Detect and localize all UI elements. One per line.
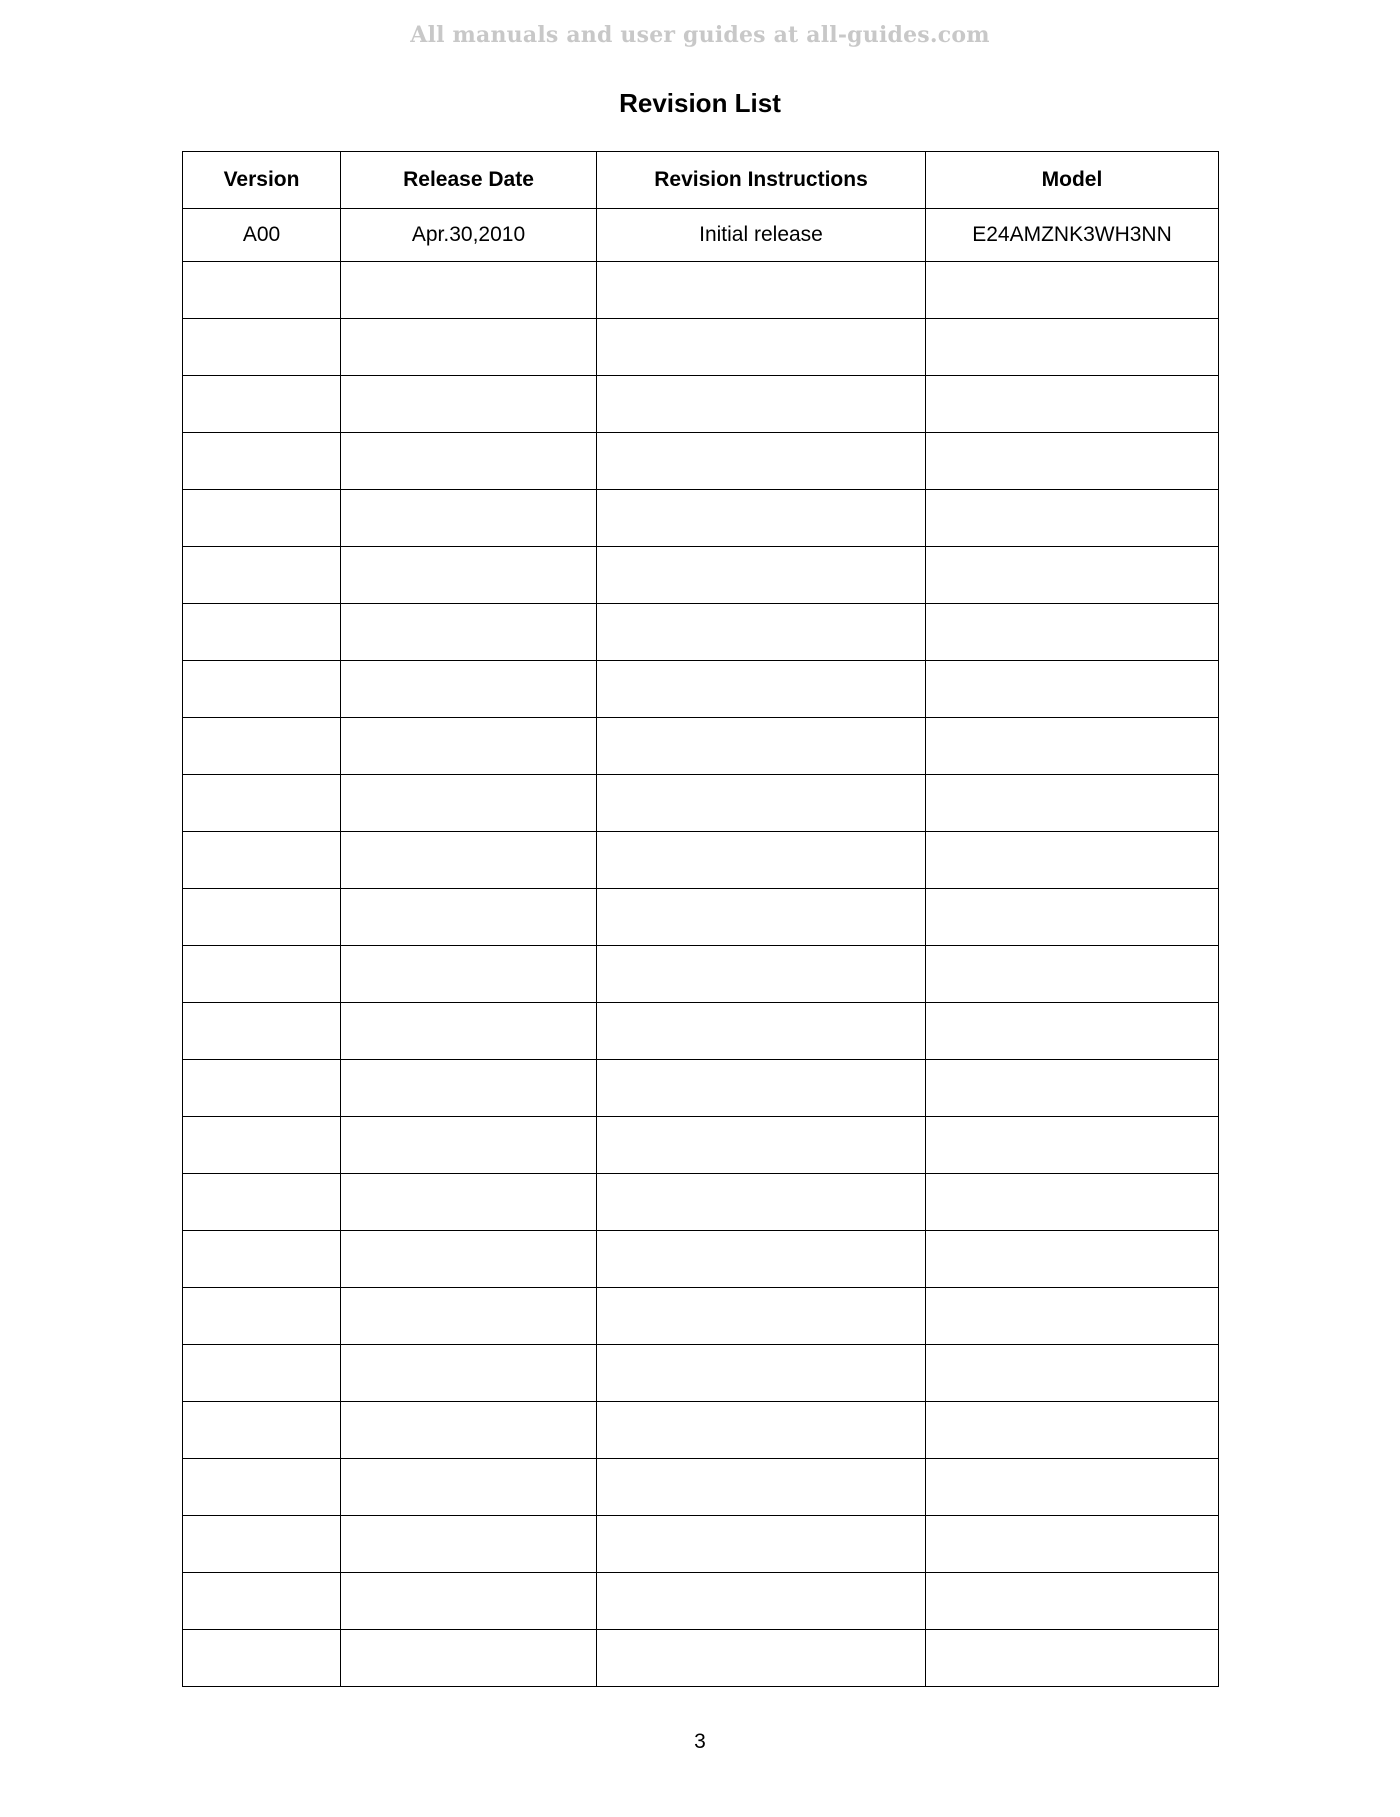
header-release-date: Release Date [341, 152, 597, 209]
cell-version-empty [183, 1573, 341, 1630]
cell-revision-instructions-empty [597, 547, 926, 604]
cell-revision-instructions-empty [597, 1117, 926, 1174]
header-model: Model [926, 152, 1219, 209]
table-row-empty [183, 1288, 1219, 1345]
table-row-empty [183, 1231, 1219, 1288]
table-row-empty [183, 1003, 1219, 1060]
cell-version-empty [183, 1117, 341, 1174]
cell-revision-instructions-empty [597, 604, 926, 661]
cell-version-empty [183, 1231, 341, 1288]
cell-model-empty [926, 376, 1219, 433]
cell-version-empty [183, 946, 341, 1003]
table-row-empty [183, 547, 1219, 604]
cell-version-empty [183, 1288, 341, 1345]
header-version: Version [183, 152, 341, 209]
cell-release-date-empty [341, 775, 597, 832]
cell-version-empty [183, 1459, 341, 1516]
cell-model-empty [926, 547, 1219, 604]
table-row-empty [183, 946, 1219, 1003]
table-row-empty [183, 604, 1219, 661]
cell-revision-instructions-empty [597, 946, 926, 1003]
cell-version-empty [183, 490, 341, 547]
watermark-text: All manuals and user guides at all-guides.com [410, 22, 990, 48]
cell-revision-instructions: Initial release [597, 209, 926, 262]
cell-version-empty [183, 604, 341, 661]
cell-revision-instructions-empty [597, 889, 926, 946]
table-row-empty [183, 376, 1219, 433]
table-row-empty [183, 718, 1219, 775]
cell-model-empty [926, 1402, 1219, 1459]
table-row-empty [183, 1117, 1219, 1174]
table-row-empty [183, 1516, 1219, 1573]
cell-model-empty [926, 1573, 1219, 1630]
revision-table [182, 151, 1219, 1687]
table-row-empty [183, 433, 1219, 490]
cell-release-date: Apr.30,2010 [341, 209, 597, 262]
cell-revision-instructions-empty [597, 1174, 926, 1231]
cell-version-empty [183, 775, 341, 832]
cell-revision-instructions-empty [597, 1516, 926, 1573]
cell-version-empty [183, 262, 341, 319]
table-row-empty [183, 832, 1219, 889]
cell-model-empty [926, 262, 1219, 319]
table-row-empty [183, 1630, 1219, 1687]
cell-revision-instructions-empty [597, 661, 926, 718]
cell-release-date-empty [341, 1573, 597, 1630]
cell-model-empty [926, 775, 1219, 832]
cell-model-empty [926, 1231, 1219, 1288]
cell-release-date-empty [341, 1003, 597, 1060]
cell-release-date-empty [341, 262, 597, 319]
cell-model-empty [926, 319, 1219, 376]
cell-model-empty [926, 1060, 1219, 1117]
cell-version-empty [183, 718, 341, 775]
cell-revision-instructions-empty [597, 832, 926, 889]
table-row-empty [183, 1174, 1219, 1231]
cell-revision-instructions-empty [597, 1003, 926, 1060]
cell-release-date-empty [341, 718, 597, 775]
cell-version-empty [183, 1060, 341, 1117]
cell-release-date-empty [341, 1516, 597, 1573]
cell-model-empty [926, 604, 1219, 661]
cell-version-empty [183, 661, 341, 718]
cell-revision-instructions-empty [597, 1573, 926, 1630]
cell-version-empty [183, 1345, 341, 1402]
cell-revision-instructions-empty [597, 1630, 926, 1687]
cell-release-date-empty [341, 1231, 597, 1288]
cell-model-empty [926, 433, 1219, 490]
cell-revision-instructions-empty [597, 490, 926, 547]
page-number: 3 [694, 1730, 706, 1753]
cell-revision-instructions-empty [597, 433, 926, 490]
table-row-empty [183, 775, 1219, 832]
cell-revision-instructions-empty [597, 319, 926, 376]
cell-version-empty [183, 433, 341, 490]
cell-release-date-empty [341, 1117, 597, 1174]
table-row [183, 209, 1219, 262]
header-revision-instructions: Revision Instructions [597, 152, 926, 209]
cell-version-empty [183, 1003, 341, 1060]
cell-model-empty [926, 490, 1219, 547]
cell-revision-instructions-empty [597, 1459, 926, 1516]
cell-release-date-empty [341, 1459, 597, 1516]
cell-version: A00 [183, 209, 341, 262]
cell-model-empty [926, 1003, 1219, 1060]
cell-release-date-empty [341, 1060, 597, 1117]
cell-version-empty [183, 889, 341, 946]
cell-release-date-empty [341, 1288, 597, 1345]
page-title: Revision List [619, 88, 781, 118]
cell-revision-instructions-empty [597, 1402, 926, 1459]
cell-version-empty [183, 376, 341, 433]
cell-release-date-empty [341, 1174, 597, 1231]
cell-model-empty [926, 946, 1219, 1003]
cell-version-empty [183, 832, 341, 889]
cell-revision-instructions-empty [597, 376, 926, 433]
table-row-empty [183, 319, 1219, 376]
cell-release-date-empty [341, 889, 597, 946]
cell-release-date-empty [341, 604, 597, 661]
cell-model-empty [926, 1630, 1219, 1687]
cell-model-empty [926, 1288, 1219, 1345]
cell-model-empty [926, 889, 1219, 946]
cell-revision-instructions-empty [597, 1288, 926, 1345]
table-row-empty [183, 1573, 1219, 1630]
cell-release-date-empty [341, 946, 597, 1003]
cell-release-date-empty [341, 547, 597, 604]
table-row-empty [183, 661, 1219, 718]
cell-model-empty [926, 1459, 1219, 1516]
cell-release-date-empty [341, 319, 597, 376]
cell-revision-instructions-empty [597, 775, 926, 832]
cell-model-empty [926, 718, 1219, 775]
cell-model-empty [926, 1345, 1219, 1402]
cell-revision-instructions-empty [597, 262, 926, 319]
cell-release-date-empty [341, 1402, 597, 1459]
cell-model-empty [926, 1117, 1219, 1174]
table-row-empty [183, 1459, 1219, 1516]
table-row-empty [183, 490, 1219, 547]
table-row-empty [183, 889, 1219, 946]
cell-model-empty [926, 661, 1219, 718]
cell-version-empty [183, 1630, 341, 1687]
cell-version-empty [183, 1174, 341, 1231]
cell-release-date-empty [341, 1630, 597, 1687]
cell-version-empty [183, 1516, 341, 1573]
cell-model-empty [926, 1174, 1219, 1231]
cell-release-date-empty [341, 490, 597, 547]
cell-model-empty [926, 832, 1219, 889]
cell-model: E24AMZNK3WH3NN [926, 209, 1219, 262]
cell-release-date-empty [341, 1345, 597, 1402]
cell-release-date-empty [341, 433, 597, 490]
cell-revision-instructions-empty [597, 1060, 926, 1117]
cell-version-empty [183, 1402, 341, 1459]
table-header-row [183, 152, 1219, 209]
cell-version-empty [183, 319, 341, 376]
cell-release-date-empty [341, 376, 597, 433]
cell-model-empty [926, 1516, 1219, 1573]
cell-version-empty [183, 547, 341, 604]
cell-revision-instructions-empty [597, 718, 926, 775]
table-row-empty [183, 1402, 1219, 1459]
cell-revision-instructions-empty [597, 1231, 926, 1288]
cell-release-date-empty [341, 832, 597, 889]
cell-revision-instructions-empty [597, 1345, 926, 1402]
table-row-empty [183, 1345, 1219, 1402]
table-row-empty [183, 262, 1219, 319]
cell-release-date-empty [341, 661, 597, 718]
table-row-empty [183, 1060, 1219, 1117]
